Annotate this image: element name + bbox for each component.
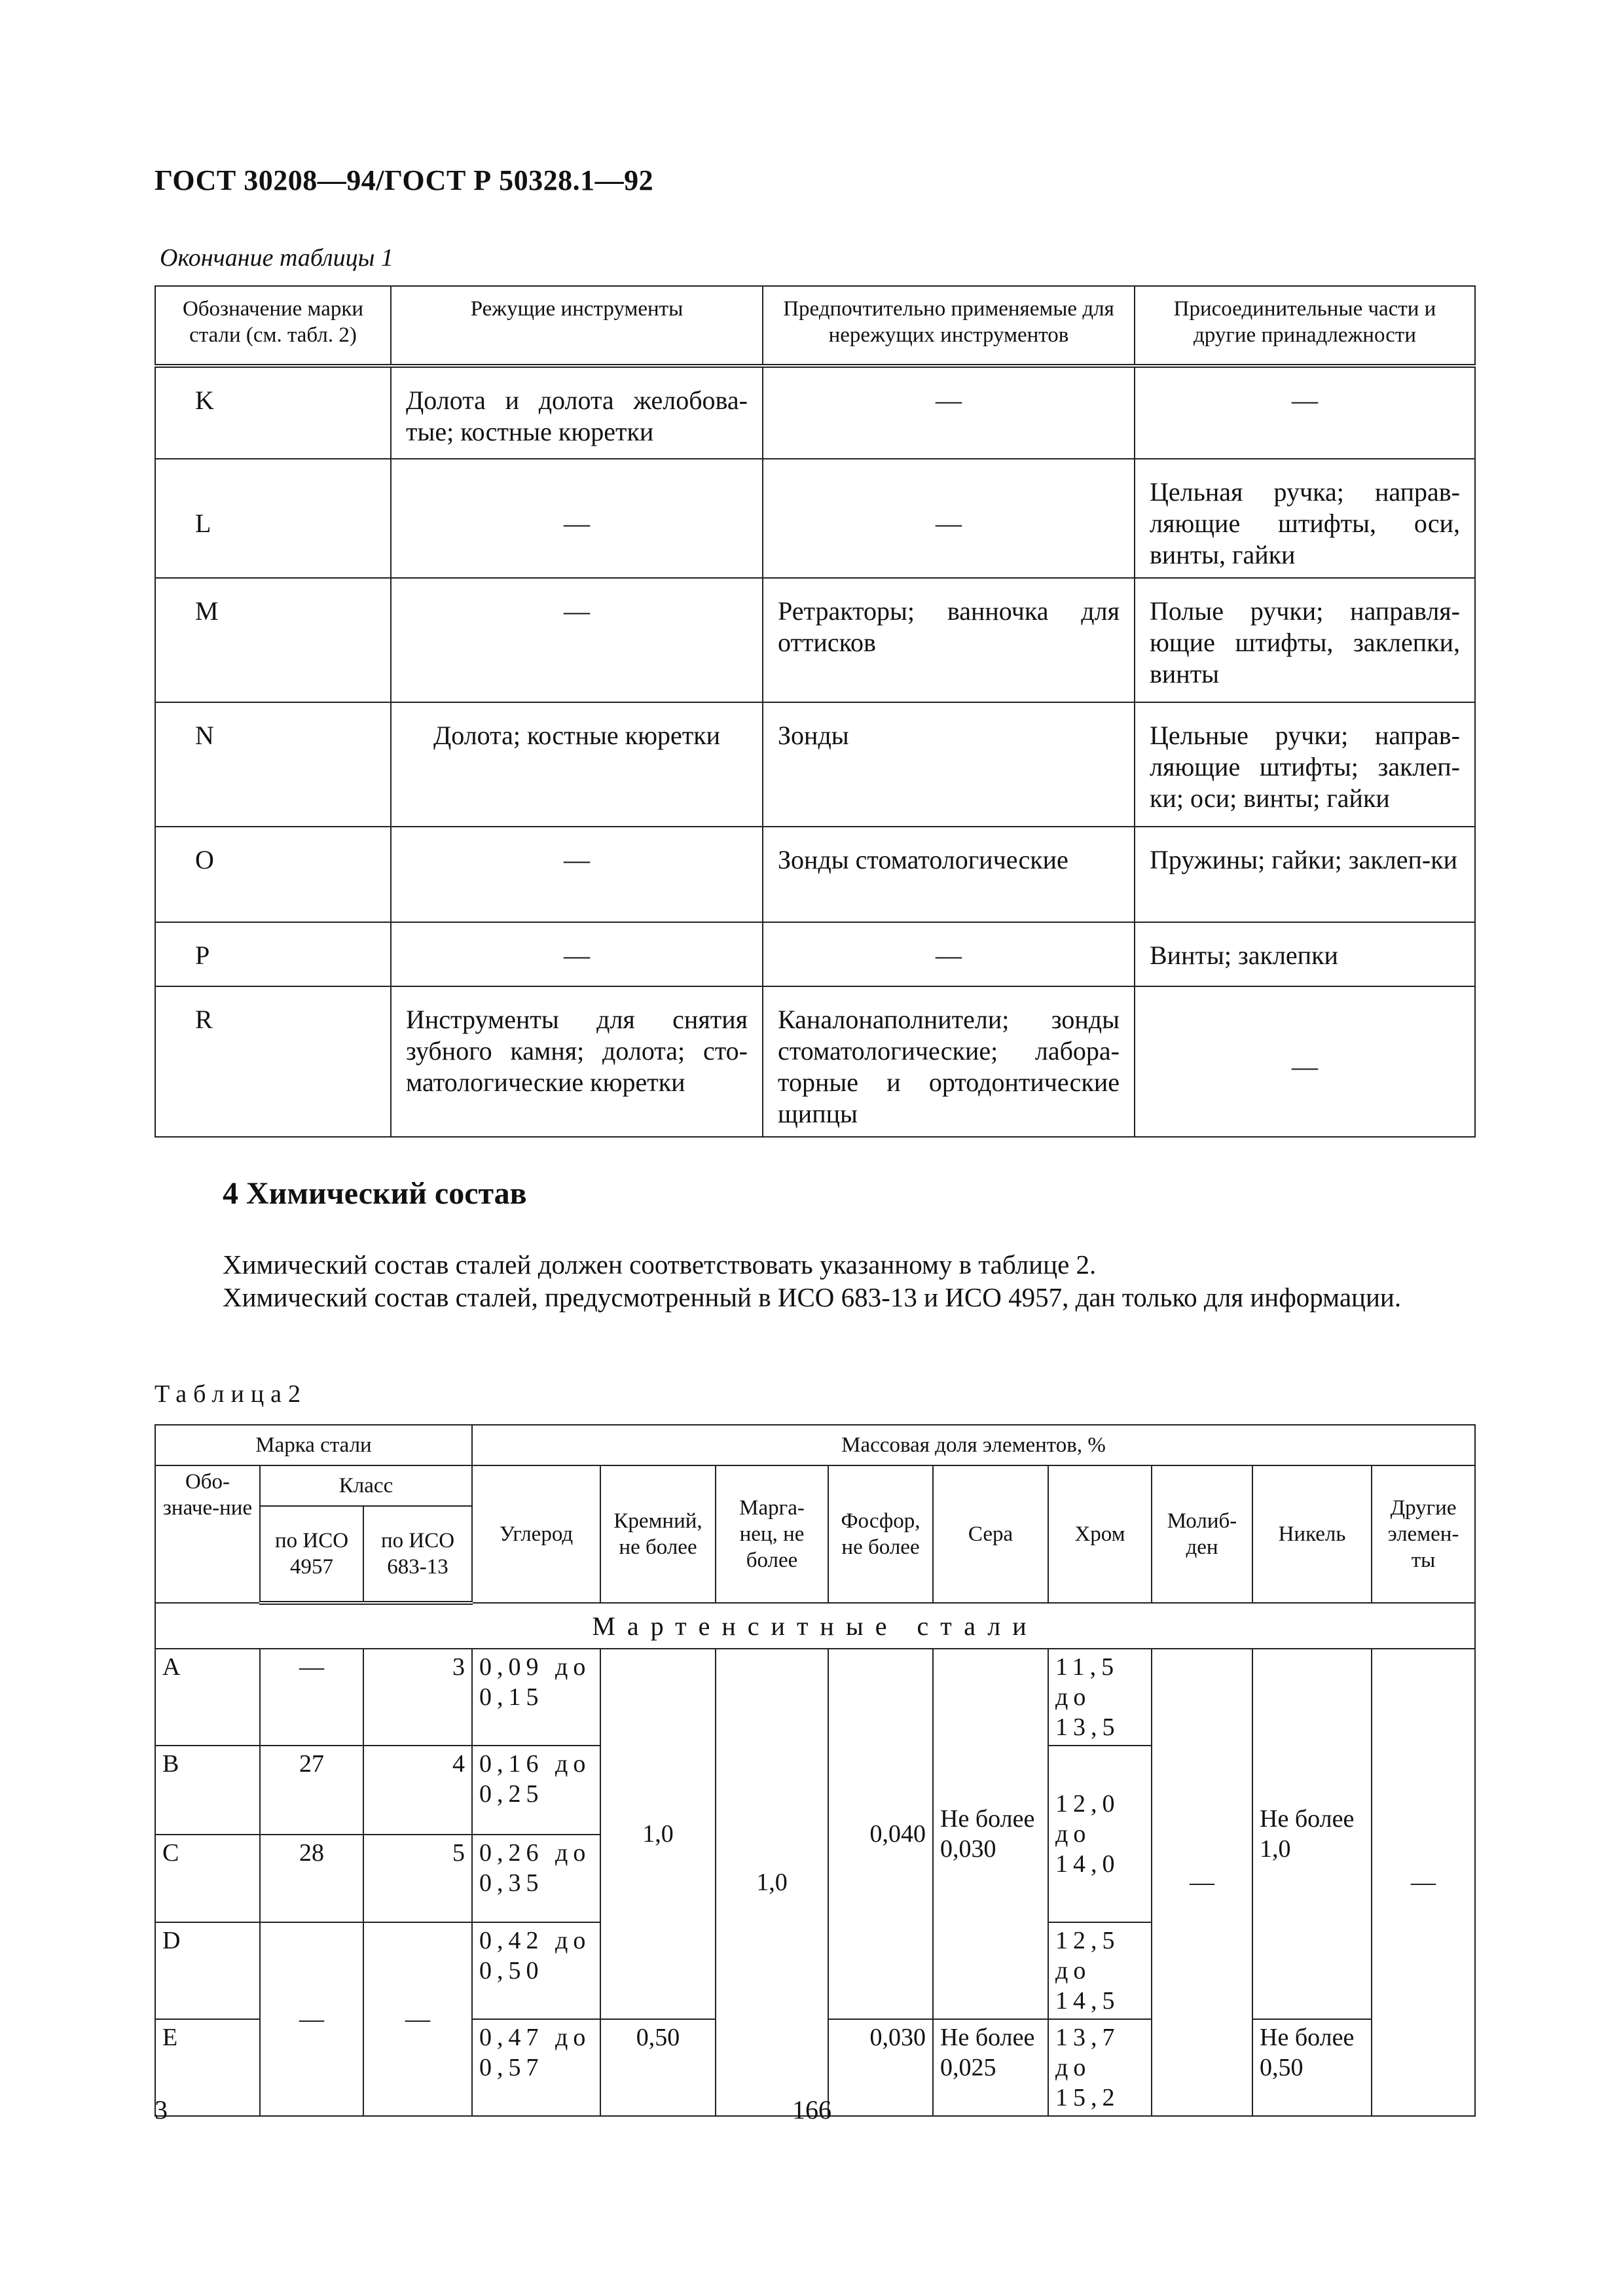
cell-other-elements: — (1372, 1649, 1475, 2116)
cell-manganese: 1,0 (716, 1649, 828, 2116)
group-row (155, 1603, 1475, 1649)
cell-iso683: 5 (363, 1835, 472, 1922)
header-phosphorus: Фосфор, не более (828, 1465, 933, 1603)
cell-designation: B (155, 1746, 260, 1835)
table1-caption: Окончание таблицы 1 (160, 244, 393, 272)
header-manganese: Марга-нец, не более (716, 1465, 828, 1603)
cell-noncutting: — (763, 366, 1135, 459)
cell-mark: R (155, 986, 391, 1137)
document-header: ГОСТ 30208—94/ГОСТ Р 50328.1—92 (155, 164, 654, 196)
cell-cutting: Инструменты для снятия зубного камня; долота; сто-матологические кюретки (391, 986, 763, 1137)
header-nickel: Никель (1252, 1465, 1372, 1603)
cell-iso683: 3 (363, 1649, 472, 1746)
table-row (155, 922, 1475, 986)
cell-parts: Цельные ручки; направ-ляющие штифты; заклеп-ки; оси; винты; гайки (1135, 702, 1475, 827)
cell-sulfur: Не более 0,025 (933, 2019, 1048, 2116)
cell-cutting: Долота; костные кюретки (391, 702, 763, 827)
cell-carbon: 0,09 до 0,15 (472, 1649, 600, 1746)
table2-header-row (155, 1465, 1475, 1506)
section-paragraph-2: Химический состав сталей, предусмотренный в ИСО 683-13 и ИСО 4957, дан только для информации. (223, 1282, 1402, 1312)
cell-silicon: 1,0 (600, 1649, 716, 2019)
cell-sulfur: Не более 0,030 (933, 1649, 1048, 2019)
cell-phosphorus: 0,030 (828, 2019, 933, 2116)
header-silicon: Кремний, не более (600, 1465, 716, 1603)
cell-carbon: 0,42 до 0,50 (472, 1922, 600, 2019)
cell-cutting: — (391, 578, 763, 702)
cell-chromium: 13,7 до 15,2 (1048, 2019, 1152, 2116)
header-chromium: Хром (1048, 1465, 1152, 1603)
cell-parts: — (1135, 366, 1475, 459)
header-carbon: Углерод (472, 1465, 600, 1603)
cell-noncutting: Зонды стоматологические (763, 827, 1135, 922)
cell-designation: A (155, 1649, 260, 1746)
cell-designation: D (155, 1922, 260, 2019)
cell-carbon: 0,16 до 0,25 (472, 1746, 600, 1835)
header-iso4957: по ИСО 4957 (260, 1506, 363, 1603)
header-other-elements: Другие элемен-ты (1372, 1465, 1475, 1603)
cell-molybdenum: — (1152, 1649, 1252, 2116)
cell-noncutting: — (763, 922, 1135, 986)
col-header-parts: Присоединительные части и другие принадлежности (1135, 286, 1475, 366)
cell-mark: N (155, 702, 391, 827)
table-row (155, 986, 1475, 1137)
section-title: 4 Химический состав (223, 1176, 527, 1211)
table-1 (155, 285, 1476, 1138)
footer-left-number: 3 (155, 2095, 168, 2125)
table2-caption: Таблица2 (155, 1380, 308, 1408)
cell-silicon: 0,50 (600, 2019, 716, 2116)
cell-parts: Полые ручки; направля-ющие штифты, заклепки, винты (1135, 578, 1475, 702)
cell-iso683: 4 (363, 1746, 472, 1835)
cell-mark: L (155, 459, 391, 578)
col-header-noncutting: Предпочтительно применяемые для нережущих инструментов (763, 286, 1135, 366)
cell-noncutting: Каналонаполнители; зонды стоматологические; лабора-торные и ортодонтические щипцы (763, 986, 1135, 1137)
header-molybdenum: Молиб-ден (1152, 1465, 1252, 1603)
header-sulfur: Сера (933, 1465, 1048, 1603)
page-number: 166 (792, 2095, 831, 2125)
table1-header-row (155, 286, 1475, 366)
table-row (155, 827, 1475, 922)
cell-phosphorus: 0,040 (828, 1649, 933, 2019)
cell-mark: O (155, 827, 391, 922)
cell-nickel: Не более 0,50 (1252, 2019, 1372, 2116)
cell-noncutting: — (763, 459, 1135, 578)
cell-noncutting: Зонды (763, 702, 1135, 827)
cell-mark: P (155, 922, 391, 986)
cell-mark: K (155, 366, 391, 459)
header-designation: Обо-значе-ние (155, 1465, 260, 1603)
cell-parts: Винты; заклепки (1135, 922, 1475, 986)
cell-carbon: 0,47 до 0,57 (472, 2019, 600, 2116)
cell-iso4957: 28 (260, 1835, 363, 1922)
cell-carbon: 0,26 до 0,35 (472, 1835, 600, 1922)
cell-iso4957: — (260, 1649, 363, 1746)
cell-nickel: Не более 1,0 (1252, 1649, 1372, 2019)
cell-iso4957: — (260, 1922, 363, 2116)
table2-header-row (155, 1425, 1475, 1465)
cell-cutting: — (391, 827, 763, 922)
cell-iso683: — (363, 1922, 472, 2116)
cell-designation: E (155, 2019, 260, 2116)
col-header-mark: Обозначение марки стали (см. табл. 2) (155, 286, 391, 366)
section-paragraph-1: Химический состав сталей должен соответствовать указанному в таблице 2. (223, 1249, 1097, 1280)
cell-designation: C (155, 1835, 260, 1922)
cell-cutting: — (391, 459, 763, 578)
table-row (155, 1649, 1475, 1746)
cell-mark: M (155, 578, 391, 702)
header-grade: Марка стали (155, 1425, 472, 1465)
group-martensitic: Мартенситные стали (155, 1603, 1475, 1649)
table-row (155, 702, 1475, 827)
header-class: Класс (260, 1465, 472, 1506)
cell-parts: Цельная ручка; направ-ляющие штифты, оси, винты, гайки (1135, 459, 1475, 578)
cell-chromium: 12,5 до 14,5 (1048, 1922, 1152, 2019)
cell-iso4957: 27 (260, 1746, 363, 1835)
cell-chromium: 11,5 до 13,5 (1048, 1649, 1152, 1746)
header-mass-fraction: Массовая доля элементов, % (472, 1425, 1475, 1465)
cell-cutting: — (391, 922, 763, 986)
col-header-cutting: Режущие инструменты (391, 286, 763, 366)
cell-parts: — (1135, 986, 1475, 1137)
cell-chromium: 12,0 до 14,0 (1048, 1746, 1152, 1922)
cell-cutting: Долота и долота желобова-тые; костные кюретки (391, 366, 763, 459)
cell-parts: Пружины; гайки; заклеп-ки (1135, 827, 1475, 922)
table-row (155, 459, 1475, 578)
header-iso683: по ИСО 683-13 (363, 1506, 472, 1603)
table-2 (155, 1424, 1476, 2117)
cell-noncutting: Ретракторы; ванночка для оттисков (763, 578, 1135, 702)
table-row (155, 366, 1475, 459)
table-row (155, 578, 1475, 702)
